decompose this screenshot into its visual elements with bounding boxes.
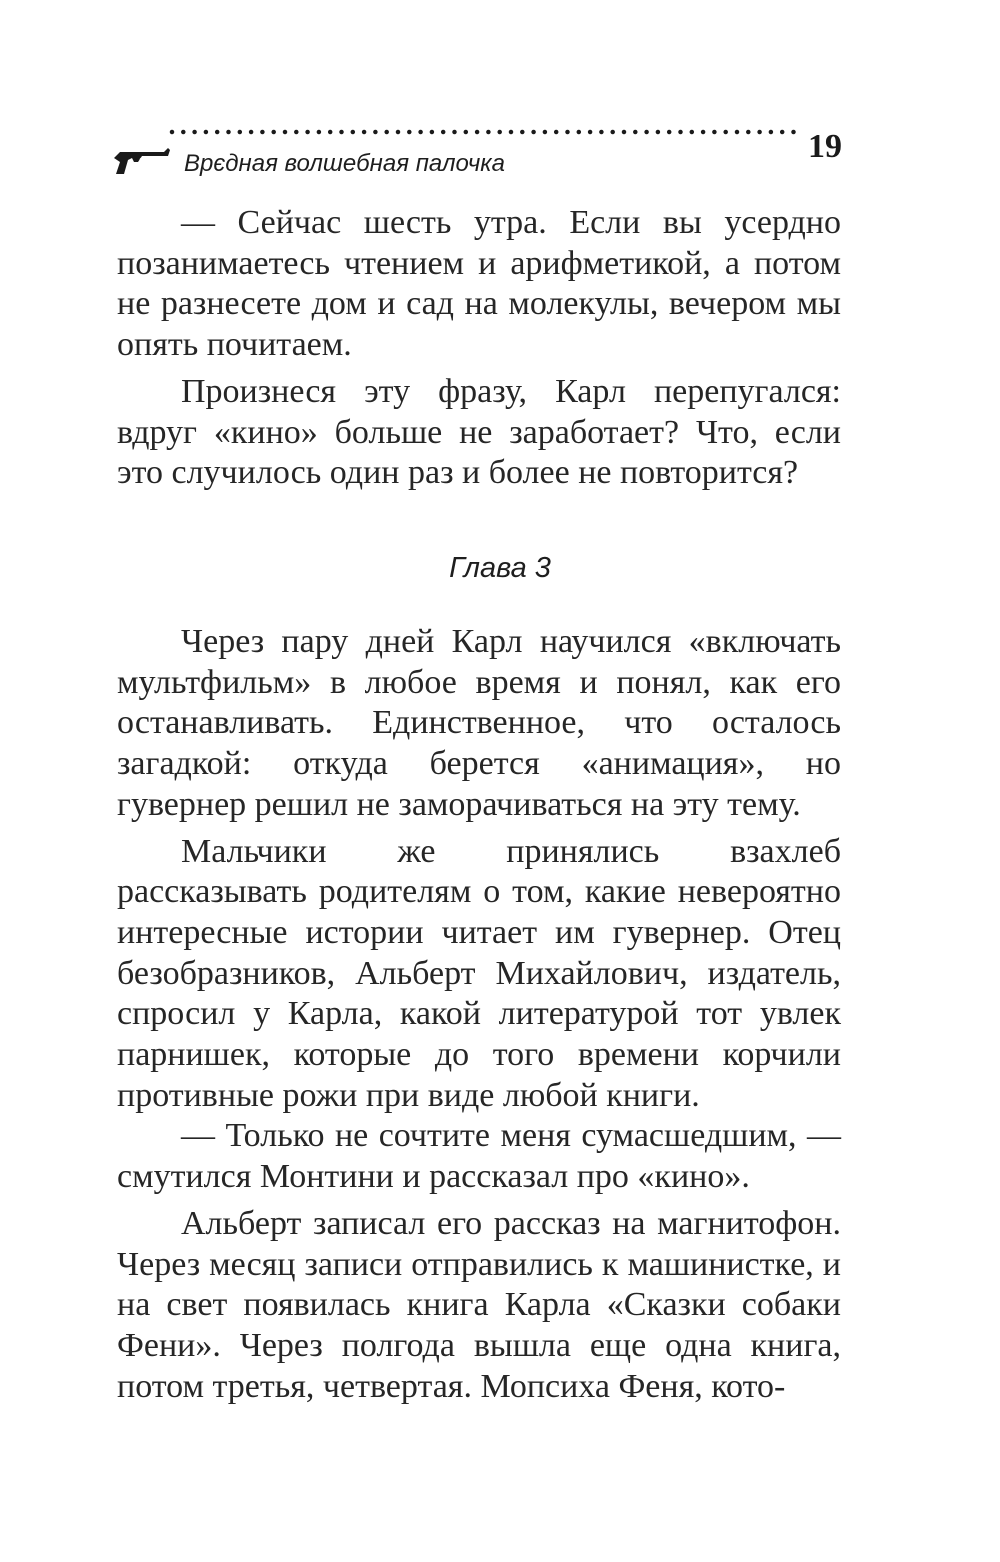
paragraph: — Только не сочтите меня сумасшедшим, — смутился Монтини и рассказал про «кино». [117, 1117, 841, 1196]
dotted-rule [168, 128, 808, 136]
paragraph: Через пару дней Карл научился «включать мультфильм» в любое время и понял, как его останавливать. Единственное, что осталось загадкой: откуда берется «анимация», но гувернер решил не заморачиваться на эту тему. [117, 623, 841, 823]
text-block-before [117, 203, 841, 494]
running-head-title: Врєдная волшебная палочка [184, 150, 505, 177]
chapter-heading: Глава 3 [449, 552, 551, 584]
running-head [112, 120, 842, 190]
page-number: 19 [808, 128, 842, 165]
text-block-after [117, 622, 841, 1407]
paragraph: Альберт записал его рассказ на магнитофон. Через месяц записи отправились к машинистке, и на свет появилась книга Карла «Сказки собаки Фени». Через полгода вышла еще одна книга, потом третья, четвертая. Мопсиха Феня, кото- [117, 1204, 841, 1405]
paragraph: — Сейчас шесть утра. Если вы усердно позанимаетесь чтением и арифметикой, а потом не разнесете дом и сад на молекулы, вечером мы опять почитаем. [117, 204, 841, 364]
paragraph: Мальчики же принялись взахлеб рассказывать родителям о том, какие невероятно интересные истории читает им гувернер. Отец безобразников, Альберт Михайлович, издатель, спросил у Карла, какой литературой тот увлек парнишек, которые до того времени корчили противные рожи при виде любой книги. [117, 832, 841, 1114]
paragraph: Произнеся эту фразу, Карл перепугался: вдруг «кино» больше не заработает? Что, если это случилось один раз и более не повторится? [117, 372, 841, 492]
revolver-icon [112, 140, 172, 180]
